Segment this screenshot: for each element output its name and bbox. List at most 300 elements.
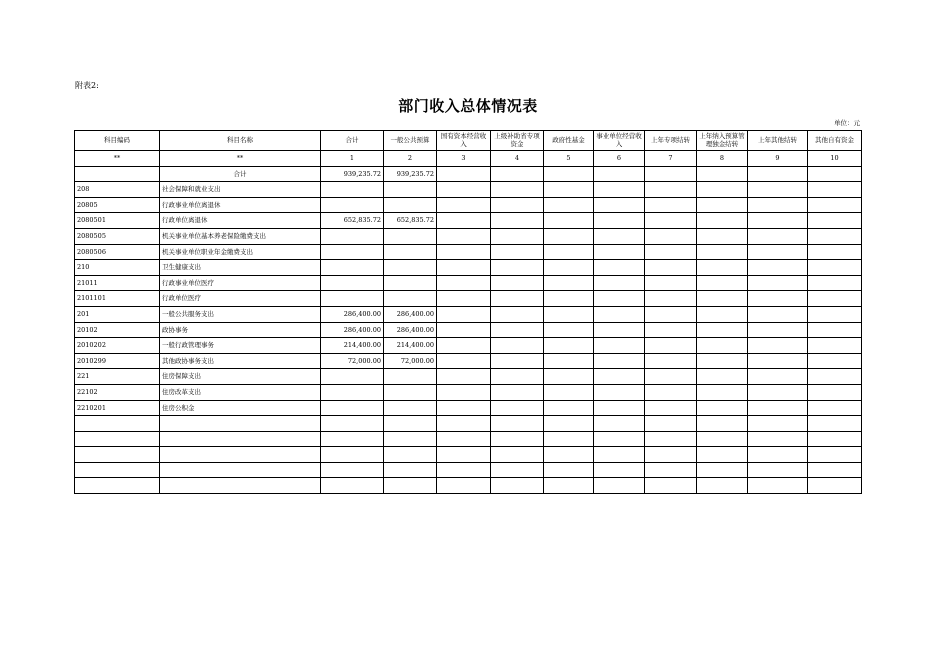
total-amount-cell [321,369,384,385]
total-amount-cell: 286,400.00 [321,322,384,338]
empty-cell [808,228,862,244]
empty-cell [544,338,594,354]
empty-cell [748,213,808,229]
total-amount-cell [321,400,384,416]
header-cell: 科目名称 [160,131,321,151]
empty-cell [594,228,645,244]
empty-cell [544,275,594,291]
empty-cell [491,244,544,260]
empty-cell [437,244,491,260]
empty-cell [437,166,491,182]
index-cell: ** [160,151,321,167]
index-cell: 2 [384,151,437,167]
total-amount-cell: 214,400.00 [321,338,384,354]
account-name-cell: 社会保障和就业支出 [160,182,321,198]
total-amount-cell: 72,000.00 [321,353,384,369]
empty-cell [645,166,697,182]
account-code-cell [75,447,160,463]
empty-cell [491,322,544,338]
empty-cell [808,291,862,307]
empty-cell [594,291,645,307]
general-budget-cell [384,462,437,478]
total-amount-cell [321,182,384,198]
index-cell: 8 [697,151,748,167]
table-row [75,306,862,322]
empty-cell [808,275,862,291]
empty-cell [808,197,862,213]
table-row [75,353,862,369]
empty-cell [697,228,748,244]
empty-cell [808,338,862,354]
total-amount-cell: 286,400.00 [321,306,384,322]
empty-cell [748,431,808,447]
general-budget-cell: 214,400.00 [384,338,437,354]
empty-cell [808,353,862,369]
total-amount-cell [321,416,384,432]
empty-cell [645,228,697,244]
empty-cell [437,462,491,478]
empty-cell [594,306,645,322]
empty-cell [748,166,808,182]
account-code-cell [75,462,160,478]
table-row [75,462,862,478]
empty-cell [544,291,594,307]
empty-cell [645,400,697,416]
index-cell: 10 [808,151,862,167]
empty-cell [437,353,491,369]
account-code-cell: 2080501 [75,213,160,229]
header-cell: 一般公共预算 [384,131,437,151]
account-code-cell: 2101101 [75,291,160,307]
empty-cell [697,275,748,291]
empty-cell [645,291,697,307]
account-code-cell [75,431,160,447]
total-sum-cell: 939,235.72 [321,166,384,182]
general-budget-cell [384,260,437,276]
header-cell: 政府性基金 [544,131,594,151]
annex-label: 附表2: [75,81,99,90]
empty-cell [748,275,808,291]
empty-cell [544,228,594,244]
empty-cell [437,306,491,322]
empty-cell [748,291,808,307]
empty-cell [697,182,748,198]
empty-cell [645,447,697,463]
empty-cell [437,260,491,276]
account-name-cell [160,447,321,463]
account-code-cell [75,478,160,494]
index-cell: 9 [748,151,808,167]
general-budget-cell: 652,835.72 [384,213,437,229]
empty-cell [594,353,645,369]
empty-cell [544,166,594,182]
account-code-cell: 20805 [75,197,160,213]
header-cell: 科目编码 [75,131,160,151]
header-cell: 上年纳入预算管理独金结转 [697,131,748,151]
empty-cell [437,275,491,291]
empty-cell [437,197,491,213]
empty-cell [491,260,544,276]
empty-cell [645,197,697,213]
empty-cell [645,384,697,400]
header-cell: 上年专项结转 [645,131,697,151]
empty-cell [645,338,697,354]
empty-cell [645,478,697,494]
empty-cell [697,244,748,260]
index-cell: 5 [544,151,594,167]
table-row [75,275,862,291]
empty-cell [808,416,862,432]
empty-cell [491,306,544,322]
empty-cell [491,416,544,432]
empty-cell [544,416,594,432]
empty-cell [697,260,748,276]
empty-cell [645,416,697,432]
empty-cell [491,400,544,416]
empty-cell [748,384,808,400]
empty-cell [748,447,808,463]
empty-cell [594,260,645,276]
index-cell: 3 [437,151,491,167]
empty-cell [594,182,645,198]
empty-cell [748,228,808,244]
account-name-cell: 一般行政管理事务 [160,338,321,354]
account-name-cell: 机关事业单位职业年金缴费支出 [160,244,321,260]
total-label: 合计 [160,166,321,182]
total-amount-cell [321,462,384,478]
empty-cell [544,462,594,478]
empty-cell [437,338,491,354]
empty-cell [437,291,491,307]
empty-cell [544,369,594,385]
empty-cell [594,462,645,478]
empty-cell [645,322,697,338]
empty-cell [544,182,594,198]
account-name-cell: 其他政协事务支出 [160,353,321,369]
empty-cell [544,400,594,416]
empty-cell [594,275,645,291]
empty-cell [697,447,748,463]
empty-cell [748,182,808,198]
total-row [75,166,862,182]
account-code-cell: 2080505 [75,228,160,244]
empty-cell [645,244,697,260]
empty-cell [437,384,491,400]
empty-cell [697,213,748,229]
general-budget-cell [384,275,437,291]
empty-cell [808,306,862,322]
table-row [75,244,862,260]
general-budget-cell: 286,400.00 [384,306,437,322]
total-amount-cell [321,478,384,494]
table-row [75,431,862,447]
empty-cell [697,431,748,447]
general-budget-cell [384,431,437,447]
empty-cell [748,197,808,213]
empty-cell [544,213,594,229]
general-budget-cell [384,384,437,400]
empty-cell [594,244,645,260]
total-amount-cell [321,197,384,213]
empty-cell [645,462,697,478]
empty-cell [645,213,697,229]
account-code-cell: 20102 [75,322,160,338]
general-budget-cell: 72,000.00 [384,353,437,369]
table-row [75,400,862,416]
empty-cell [697,197,748,213]
table-row [75,260,862,276]
account-code-cell: 21011 [75,275,160,291]
total-code-cell [75,166,160,182]
account-code-cell: 2210201 [75,400,160,416]
account-name-cell: 卫生健康支出 [160,260,321,276]
general-budget-cell [384,291,437,307]
empty-cell [594,197,645,213]
empty-cell [594,478,645,494]
empty-cell [594,338,645,354]
table-row [75,447,862,463]
index-cell: ** [75,151,160,167]
empty-cell [437,228,491,244]
header-cell: 合计 [321,131,384,151]
total-amount-cell [321,275,384,291]
general-budget-cell [384,416,437,432]
table-row [75,213,862,229]
general-budget-cell [384,447,437,463]
total-amount-cell [321,228,384,244]
general-budget-cell [384,197,437,213]
empty-cell [544,260,594,276]
empty-cell [544,306,594,322]
total-amount-cell [321,291,384,307]
header-cell: 其他自有资金 [808,131,862,151]
total-amount-cell [321,447,384,463]
index-cell: 1 [321,151,384,167]
account-name-cell: 行政单位离退休 [160,213,321,229]
table-row [75,182,862,198]
empty-cell [808,447,862,463]
empty-cell [437,447,491,463]
table-row [75,228,862,244]
account-name-cell: 行政事业单位离退休 [160,197,321,213]
account-name-cell: 一般公共服务支出 [160,306,321,322]
empty-cell [748,322,808,338]
empty-cell [808,431,862,447]
empty-cell [491,197,544,213]
general-budget-cell [384,369,437,385]
empty-cell [808,166,862,182]
empty-cell [544,447,594,463]
account-name-cell [160,462,321,478]
account-code-cell [75,416,160,432]
account-name-cell [160,416,321,432]
empty-cell [594,213,645,229]
empty-cell [594,322,645,338]
empty-cell [437,478,491,494]
general-budget-cell [384,228,437,244]
empty-cell [491,213,544,229]
empty-cell [748,244,808,260]
empty-cell [748,338,808,354]
index-cell: 4 [491,151,544,167]
empty-cell [491,384,544,400]
empty-cell [748,369,808,385]
empty-cell [697,462,748,478]
index-row [75,151,862,167]
empty-cell [748,400,808,416]
index-cell: 7 [645,151,697,167]
empty-cell [748,260,808,276]
empty-cell [544,384,594,400]
empty-cell [748,462,808,478]
index-cell: 6 [594,151,645,167]
empty-cell [491,275,544,291]
empty-cell [491,166,544,182]
header-cell: 国有资本经营收入 [437,131,491,151]
header-cell: 上级补助省专项资金 [491,131,544,151]
empty-cell [491,338,544,354]
empty-cell [748,416,808,432]
table-row [75,322,862,338]
empty-cell [697,416,748,432]
total-amount-cell [321,244,384,260]
empty-cell [808,400,862,416]
account-name-cell: 行政单位医疗 [160,291,321,307]
general-budget-cell [384,244,437,260]
account-name-cell: 住房保障支出 [160,369,321,385]
empty-cell [491,291,544,307]
empty-cell [748,306,808,322]
account-code-cell: 208 [75,182,160,198]
empty-cell [697,400,748,416]
header-cell: 上年其他结转 [748,131,808,151]
empty-cell [594,166,645,182]
table-row [75,197,862,213]
empty-cell [697,353,748,369]
account-code-cell: 221 [75,369,160,385]
account-name-cell: 行政事业单位医疗 [160,275,321,291]
empty-cell [437,416,491,432]
empty-cell [437,400,491,416]
empty-cell [437,322,491,338]
table-row [75,384,862,400]
empty-cell [808,244,862,260]
empty-cell [544,244,594,260]
empty-cell [697,338,748,354]
empty-cell [544,353,594,369]
empty-cell [748,478,808,494]
empty-cell [808,322,862,338]
table-row [75,338,862,354]
empty-cell [697,291,748,307]
empty-cell [491,369,544,385]
income-table [74,130,862,494]
total-amount-cell [321,384,384,400]
empty-cell [697,478,748,494]
empty-cell [594,369,645,385]
empty-cell [491,228,544,244]
empty-cell [594,416,645,432]
empty-cell [544,431,594,447]
empty-cell [544,478,594,494]
account-name-cell: 住房改革支出 [160,384,321,400]
general-budget-cell [384,182,437,198]
empty-cell [437,369,491,385]
total-general-cell: 939,235.72 [384,166,437,182]
empty-cell [645,260,697,276]
empty-cell [594,447,645,463]
account-name-cell: 政协事务 [160,322,321,338]
table-row [75,369,862,385]
account-code-cell: 201 [75,306,160,322]
empty-cell [491,478,544,494]
empty-cell [697,369,748,385]
empty-cell [808,369,862,385]
account-name-cell: 机关事业单位基本养老保险缴费支出 [160,228,321,244]
empty-cell [697,166,748,182]
empty-cell [491,462,544,478]
account-code-cell: 210 [75,260,160,276]
empty-cell [645,369,697,385]
empty-cell [491,431,544,447]
empty-cell [808,260,862,276]
header-row [75,131,862,151]
empty-cell [697,322,748,338]
account-code-cell: 22102 [75,384,160,400]
empty-cell [808,478,862,494]
total-amount-cell [321,260,384,276]
empty-cell [437,213,491,229]
empty-cell [808,182,862,198]
empty-cell [594,384,645,400]
empty-cell [808,213,862,229]
page-title: 部门收入总体情况表 [398,97,538,115]
empty-cell [697,306,748,322]
account-code-cell: 2010202 [75,338,160,354]
empty-cell [808,384,862,400]
table-row [75,291,862,307]
total-amount-cell [321,431,384,447]
unit-label: 单位：元 [834,119,860,127]
account-code-cell: 2080506 [75,244,160,260]
table-row [75,416,862,432]
account-name-cell [160,431,321,447]
empty-cell [645,353,697,369]
empty-cell [697,384,748,400]
total-amount-cell: 652,835.72 [321,213,384,229]
empty-cell [437,431,491,447]
empty-cell [544,197,594,213]
empty-cell [748,353,808,369]
empty-cell [594,431,645,447]
empty-cell [491,182,544,198]
empty-cell [594,400,645,416]
empty-cell [645,431,697,447]
empty-cell [491,353,544,369]
table-row [75,478,862,494]
empty-cell [544,322,594,338]
general-budget-cell [384,478,437,494]
header-cell: 事业单位经营收入 [594,131,645,151]
empty-cell [645,182,697,198]
account-name-cell [160,478,321,494]
empty-cell [645,275,697,291]
empty-cell [437,182,491,198]
account-code-cell: 2010299 [75,353,160,369]
empty-cell [808,462,862,478]
empty-cell [645,306,697,322]
account-name-cell: 住房公积金 [160,400,321,416]
